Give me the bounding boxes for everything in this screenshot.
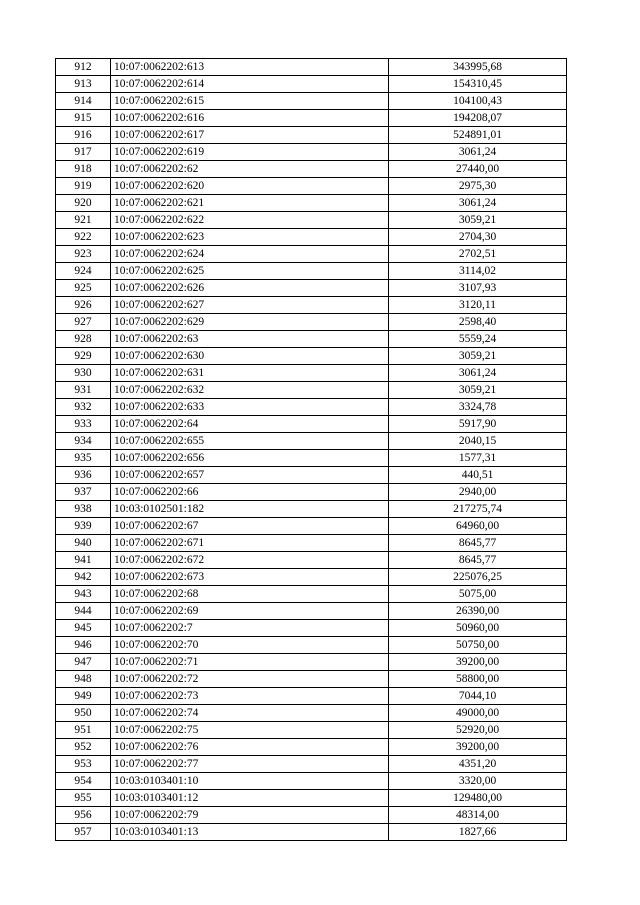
cadastral-number-cell: 10:07:0062202:672 xyxy=(111,552,389,569)
table-row xyxy=(56,178,567,195)
table-row xyxy=(56,297,567,314)
cadastral-number-cell: 10:07:0062202:74 xyxy=(111,705,389,722)
cadastral-number-cell: 10:03:0102501:182 xyxy=(111,501,389,518)
row-number-cell: 933 xyxy=(56,416,111,433)
table-row xyxy=(56,399,567,416)
table-row xyxy=(56,501,567,518)
table-row xyxy=(56,586,567,603)
table-row xyxy=(56,76,567,93)
cadastral-number-cell: 10:07:0062202:626 xyxy=(111,280,389,297)
row-number-cell: 950 xyxy=(56,705,111,722)
cadastral-value-cell: 50750,00 xyxy=(389,637,567,654)
cadastral-number-cell: 10:07:0062202:68 xyxy=(111,586,389,603)
row-number-cell: 931 xyxy=(56,382,111,399)
cadastral-value-cell: 39200,00 xyxy=(389,654,567,671)
cadastral-number-cell: 10:07:0062202:614 xyxy=(111,76,389,93)
cadastral-value-cell: 64960,00 xyxy=(389,518,567,535)
cadastral-number-cell: 10:07:0062202:632 xyxy=(111,382,389,399)
table-row xyxy=(56,705,567,722)
cadastral-value-cell: 3061,24 xyxy=(389,365,567,382)
cadastral-number-cell: 10:07:0062202:631 xyxy=(111,365,389,382)
cadastral-value-cell: 3059,21 xyxy=(389,382,567,399)
cadastre-value-table xyxy=(55,58,567,841)
table-row xyxy=(56,314,567,331)
table-row xyxy=(56,535,567,552)
cadastral-number-cell: 10:07:0062202:621 xyxy=(111,195,389,212)
table-row xyxy=(56,739,567,756)
row-number-cell: 912 xyxy=(56,59,111,76)
cadastral-value-cell: 225076,25 xyxy=(389,569,567,586)
row-number-cell: 935 xyxy=(56,450,111,467)
row-number-cell: 930 xyxy=(56,365,111,382)
cadastral-value-cell: 3114,02 xyxy=(389,263,567,280)
table-row xyxy=(56,484,567,501)
cadastral-value-cell: 1577,31 xyxy=(389,450,567,467)
cadastral-value-cell: 8645,77 xyxy=(389,552,567,569)
row-number-cell: 947 xyxy=(56,654,111,671)
cadastral-value-cell: 3120,11 xyxy=(389,297,567,314)
cadastral-number-cell: 10:07:0062202:633 xyxy=(111,399,389,416)
table-row xyxy=(56,229,567,246)
row-number-cell: 940 xyxy=(56,535,111,552)
table-row xyxy=(56,773,567,790)
cadastral-number-cell: 10:07:0062202:657 xyxy=(111,467,389,484)
cadastral-number-cell: 10:07:0062202:77 xyxy=(111,756,389,773)
table-row xyxy=(56,263,567,280)
table-row xyxy=(56,144,567,161)
cadastral-value-cell: 4351,20 xyxy=(389,756,567,773)
cadastral-value-cell: 2598,40 xyxy=(389,314,567,331)
cadastral-number-cell: 10:07:0062202:71 xyxy=(111,654,389,671)
row-number-cell: 956 xyxy=(56,807,111,824)
row-number-cell: 942 xyxy=(56,569,111,586)
table-row xyxy=(56,790,567,807)
row-number-cell: 938 xyxy=(56,501,111,518)
cadastral-number-cell: 10:07:0062202:655 xyxy=(111,433,389,450)
cadastral-number-cell: 10:07:0062202:673 xyxy=(111,569,389,586)
table-row xyxy=(56,756,567,773)
cadastral-value-cell: 194208,07 xyxy=(389,110,567,127)
cadastral-number-cell: 10:07:0062202:622 xyxy=(111,212,389,229)
cadastral-value-cell: 2704,30 xyxy=(389,229,567,246)
table-row xyxy=(56,348,567,365)
cadastral-number-cell: 10:07:0062202:671 xyxy=(111,535,389,552)
cadastral-number-cell: 10:03:0103401:13 xyxy=(111,824,389,841)
row-number-cell: 939 xyxy=(56,518,111,535)
row-number-cell: 924 xyxy=(56,263,111,280)
cadastral-value-cell: 217275,74 xyxy=(389,501,567,518)
table-row xyxy=(56,93,567,110)
cadastral-number-cell: 10:03:0103401:10 xyxy=(111,773,389,790)
row-number-cell: 926 xyxy=(56,297,111,314)
table-row xyxy=(56,416,567,433)
row-number-cell: 943 xyxy=(56,586,111,603)
cadastral-value-cell: 1827,66 xyxy=(389,824,567,841)
cadastral-number-cell: 10:07:0062202:70 xyxy=(111,637,389,654)
table-row xyxy=(56,467,567,484)
table-row xyxy=(56,603,567,620)
cadastral-number-cell: 10:07:0062202:623 xyxy=(111,229,389,246)
row-number-cell: 923 xyxy=(56,246,111,263)
row-number-cell: 929 xyxy=(56,348,111,365)
table-row xyxy=(56,195,567,212)
row-number-cell: 937 xyxy=(56,484,111,501)
row-number-cell: 915 xyxy=(56,110,111,127)
cadastral-value-cell: 3324,78 xyxy=(389,399,567,416)
cadastral-value-cell: 2040,15 xyxy=(389,433,567,450)
cadastral-value-cell: 2975,30 xyxy=(389,178,567,195)
row-number-cell: 928 xyxy=(56,331,111,348)
cadastral-value-cell: 50960,00 xyxy=(389,620,567,637)
cadastral-number-cell: 10:07:0062202:75 xyxy=(111,722,389,739)
cadastral-value-cell: 5559,24 xyxy=(389,331,567,348)
cadastral-value-cell: 440,51 xyxy=(389,467,567,484)
cadastral-value-cell: 26390,00 xyxy=(389,603,567,620)
cadastral-number-cell: 10:07:0062202:66 xyxy=(111,484,389,501)
table-row xyxy=(56,552,567,569)
cadastral-value-cell: 5075,00 xyxy=(389,586,567,603)
row-number-cell: 934 xyxy=(56,433,111,450)
table-row xyxy=(56,569,567,586)
cadastral-value-cell: 343995,68 xyxy=(389,59,567,76)
row-number-cell: 918 xyxy=(56,161,111,178)
table-row xyxy=(56,722,567,739)
cadastral-value-cell: 52920,00 xyxy=(389,722,567,739)
cadastral-number-cell: 10:07:0062202:62 xyxy=(111,161,389,178)
cadastral-number-cell: 10:07:0062202:629 xyxy=(111,314,389,331)
row-number-cell: 948 xyxy=(56,671,111,688)
cadastral-number-cell: 10:07:0062202:617 xyxy=(111,127,389,144)
table-body xyxy=(56,59,567,841)
cadastral-value-cell: 129480,00 xyxy=(389,790,567,807)
row-number-cell: 955 xyxy=(56,790,111,807)
table-row xyxy=(56,365,567,382)
cadastral-number-cell: 10:07:0062202:64 xyxy=(111,416,389,433)
cadastral-value-cell: 27440,00 xyxy=(389,161,567,178)
table-row xyxy=(56,807,567,824)
cadastral-number-cell: 10:07:0062202:72 xyxy=(111,671,389,688)
row-number-cell: 946 xyxy=(56,637,111,654)
table-row xyxy=(56,620,567,637)
cadastral-value-cell: 3107,93 xyxy=(389,280,567,297)
row-number-cell: 954 xyxy=(56,773,111,790)
cadastral-value-cell: 104100,43 xyxy=(389,93,567,110)
row-number-cell: 941 xyxy=(56,552,111,569)
row-number-cell: 952 xyxy=(56,739,111,756)
table-row xyxy=(56,433,567,450)
cadastral-value-cell: 3061,24 xyxy=(389,144,567,161)
cadastral-value-cell: 3320,00 xyxy=(389,773,567,790)
row-number-cell: 920 xyxy=(56,195,111,212)
table-row xyxy=(56,671,567,688)
cadastral-value-cell: 49000,00 xyxy=(389,705,567,722)
row-number-cell: 944 xyxy=(56,603,111,620)
cadastral-number-cell: 10:07:0062202:615 xyxy=(111,93,389,110)
cadastral-number-cell: 10:07:0062202:625 xyxy=(111,263,389,280)
cadastral-number-cell: 10:07:0062202:613 xyxy=(111,59,389,76)
table-row xyxy=(56,110,567,127)
cadastral-number-cell: 10:07:0062202:630 xyxy=(111,348,389,365)
table-row xyxy=(56,382,567,399)
row-number-cell: 913 xyxy=(56,76,111,93)
cadastral-number-cell: 10:07:0062202:616 xyxy=(111,110,389,127)
row-number-cell: 916 xyxy=(56,127,111,144)
cadastral-number-cell: 10:07:0062202:620 xyxy=(111,178,389,195)
cadastral-number-cell: 10:07:0062202:619 xyxy=(111,144,389,161)
cadastral-value-cell: 524891,01 xyxy=(389,127,567,144)
table-row xyxy=(56,518,567,535)
cadastral-value-cell: 39200,00 xyxy=(389,739,567,756)
cadastral-value-cell: 48314,00 xyxy=(389,807,567,824)
row-number-cell: 914 xyxy=(56,93,111,110)
cadastral-value-cell: 8645,77 xyxy=(389,535,567,552)
table-row xyxy=(56,450,567,467)
cadastral-number-cell: 10:03:0103401:12 xyxy=(111,790,389,807)
cadastral-number-cell: 10:07:0062202:73 xyxy=(111,688,389,705)
table-row xyxy=(56,654,567,671)
table-row xyxy=(56,280,567,297)
row-number-cell: 949 xyxy=(56,688,111,705)
row-number-cell: 957 xyxy=(56,824,111,841)
row-number-cell: 953 xyxy=(56,756,111,773)
table-row xyxy=(56,637,567,654)
table-row xyxy=(56,59,567,76)
table-row xyxy=(56,824,567,841)
cadastral-number-cell: 10:07:0062202:63 xyxy=(111,331,389,348)
row-number-cell: 927 xyxy=(56,314,111,331)
row-number-cell: 917 xyxy=(56,144,111,161)
cadastral-value-cell: 154310,45 xyxy=(389,76,567,93)
cadastral-number-cell: 10:07:0062202:67 xyxy=(111,518,389,535)
cadastral-number-cell: 10:07:0062202:627 xyxy=(111,297,389,314)
cadastral-value-cell: 58800,00 xyxy=(389,671,567,688)
table-row xyxy=(56,331,567,348)
cadastral-number-cell: 10:07:0062202:69 xyxy=(111,603,389,620)
cadastral-number-cell: 10:07:0062202:656 xyxy=(111,450,389,467)
cadastral-value-cell: 3059,21 xyxy=(389,348,567,365)
cadastral-number-cell: 10:07:0062202:624 xyxy=(111,246,389,263)
table-row xyxy=(56,246,567,263)
table-row xyxy=(56,688,567,705)
row-number-cell: 921 xyxy=(56,212,111,229)
cadastral-value-cell: 2702,51 xyxy=(389,246,567,263)
table-row xyxy=(56,212,567,229)
row-number-cell: 922 xyxy=(56,229,111,246)
cadastral-value-cell: 7044,10 xyxy=(389,688,567,705)
row-number-cell: 951 xyxy=(56,722,111,739)
row-number-cell: 945 xyxy=(56,620,111,637)
table-row xyxy=(56,127,567,144)
table-row xyxy=(56,161,567,178)
row-number-cell: 925 xyxy=(56,280,111,297)
cadastral-number-cell: 10:07:0062202:76 xyxy=(111,739,389,756)
cadastral-number-cell: 10:07:0062202:79 xyxy=(111,807,389,824)
cadastral-number-cell: 10:07:0062202:7 xyxy=(111,620,389,637)
row-number-cell: 919 xyxy=(56,178,111,195)
row-number-cell: 932 xyxy=(56,399,111,416)
cadastral-value-cell: 3059,21 xyxy=(389,212,567,229)
cadastral-value-cell: 3061,24 xyxy=(389,195,567,212)
cadastral-value-cell: 5917,90 xyxy=(389,416,567,433)
row-number-cell: 936 xyxy=(56,467,111,484)
cadastral-value-cell: 2940,00 xyxy=(389,484,567,501)
